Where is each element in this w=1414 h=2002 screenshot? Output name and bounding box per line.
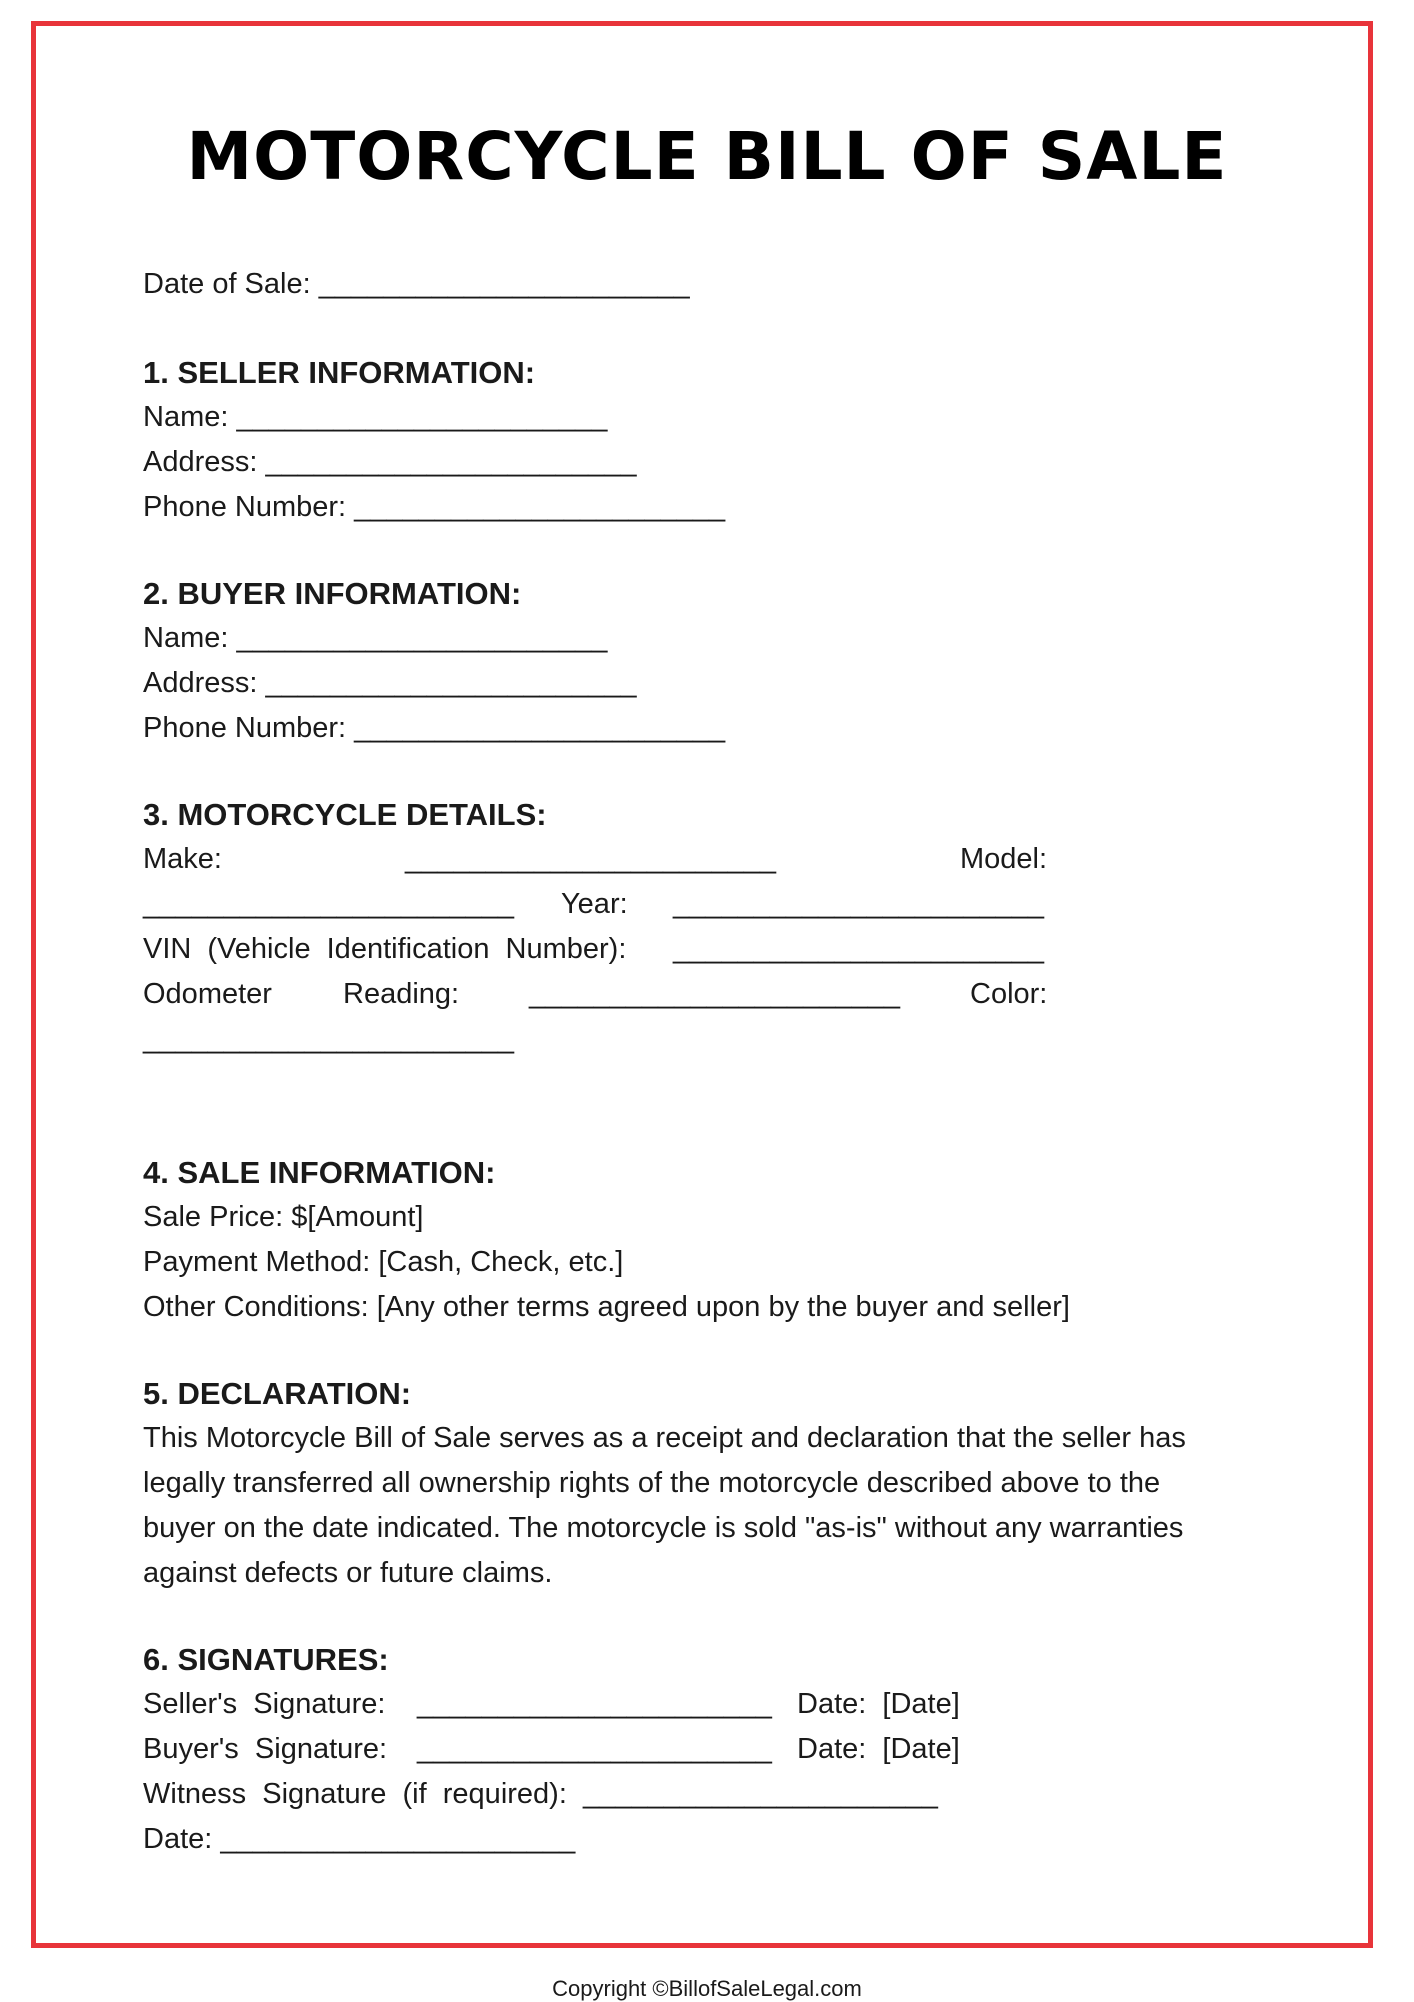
seller-name-field[interactable]: Name: _______________________ — [143, 401, 608, 433]
buyer-address-field[interactable]: Address: _______________________ — [143, 667, 637, 699]
signatures-section-heading: 6. SIGNATURES: — [143, 1642, 389, 1677]
odometer-field[interactable]: _______________________ — [529, 978, 900, 1010]
color-label: Color: — [970, 978, 1048, 1010]
year-field[interactable]: _______________________ — [673, 888, 1044, 920]
declaration-line-3: buyer on the date indicated. The motorcycle is sold "as-is" without any warranties — [143, 1512, 1184, 1544]
seller-phone-field[interactable]: Phone Number: _______________________ — [143, 491, 726, 523]
buyer-signature-row — [143, 1727, 1283, 1772]
date-of-sale-field[interactable]: Date of Sale: _______________________ — [143, 268, 690, 300]
model-label: Model: — [960, 843, 1048, 875]
seller-signature-date[interactable]: Date: [Date] — [797, 1688, 960, 1720]
witness-signature-field[interactable]: Witness Signature (if required): ______________________ — [143, 1778, 938, 1810]
buyer-signature-date[interactable]: Date: [Date] — [797, 1733, 960, 1765]
color-row — [143, 1017, 1283, 1062]
witness-date-field[interactable]: Date: ______________________ — [143, 1823, 576, 1855]
year-label: Year: — [561, 888, 628, 920]
seller-section-heading: 1. SELLER INFORMATION: — [143, 355, 536, 390]
odometer-color-row — [143, 972, 1283, 1017]
vin-field[interactable]: _______________________ — [673, 933, 1044, 965]
make-field[interactable]: _______________________ — [405, 843, 776, 875]
buyer-section-heading: 2. BUYER INFORMATION: — [143, 576, 522, 611]
model-field[interactable]: _______________________ — [143, 888, 514, 920]
declaration-line-1: This Motorcycle Bill of Sale serves as a receipt and declaration that the seller has — [143, 1422, 1186, 1454]
buyer-signature-field[interactable]: ______________________ — [417, 1733, 772, 1765]
buyer-signature-label: Buyer's Signature: — [143, 1733, 388, 1765]
sale-section-heading: 4. SALE INFORMATION: — [143, 1155, 496, 1190]
payment-method-field[interactable]: Payment Method: [Cash, Check, etc.] — [143, 1246, 624, 1278]
other-conditions-field[interactable]: Other Conditions: [Any other terms agreed upon by the buyer and seller] — [143, 1291, 1070, 1323]
vin-label: VIN (Vehicle Identification Number): — [143, 933, 627, 965]
seller-signature-label: Seller's Signature: — [143, 1688, 386, 1720]
color-field[interactable]: _______________________ — [143, 1023, 514, 1055]
seller-address-field[interactable]: Address: _______________________ — [143, 446, 637, 478]
vin-row — [143, 927, 1283, 972]
make-model-row — [143, 837, 1283, 882]
declaration-line-4: against defects or future claims. — [143, 1557, 553, 1589]
buyer-name-field[interactable]: Name: _______________________ — [143, 622, 608, 654]
document-title: MOTORCYCLE BILL OF SALE — [186, 118, 1228, 195]
sale-price-field[interactable]: Sale Price: $[Amount] — [143, 1201, 424, 1233]
declaration-section-heading: 5. DECLARATION: — [143, 1376, 412, 1411]
model-year-row — [143, 882, 1283, 927]
seller-signature-field[interactable]: ______________________ — [417, 1688, 772, 1720]
odometer-label-word2: Reading: — [343, 978, 460, 1010]
form-body — [143, 262, 1283, 1862]
declaration-line-2: legally transferred all ownership rights of the motorcycle described above to the — [143, 1467, 1161, 1499]
seller-signature-row — [143, 1682, 1283, 1727]
copyright-footer: Copyright ©BillofSaleLegal.com — [552, 1976, 862, 2001]
odometer-label-word1: Odometer — [143, 978, 272, 1010]
buyer-phone-field[interactable]: Phone Number: _______________________ — [143, 712, 726, 744]
make-label: Make: — [143, 843, 222, 875]
motorcycle-section-heading: 3. MOTORCYCLE DETAILS: — [143, 797, 547, 832]
